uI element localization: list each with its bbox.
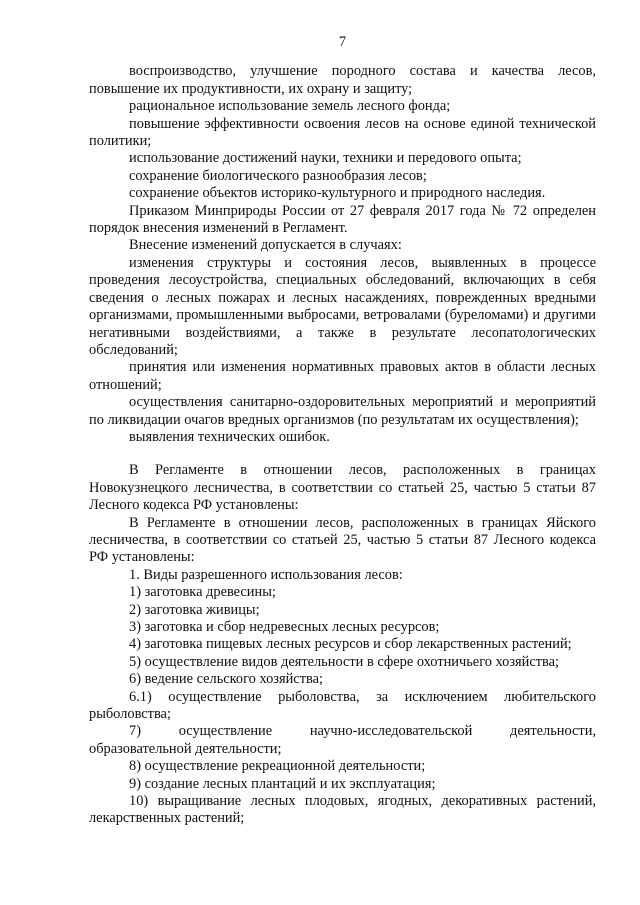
paragraph: принятия или изменения нормативных правовых актов в области лесных отношений; <box>89 359 596 393</box>
paragraph: использование достижений науки, техники и передового опыта; <box>129 150 522 167</box>
section-goals-and-amendments <box>89 63 596 446</box>
list-item: 9) создание лесных плантаций и их эксплуатация; <box>129 775 436 792</box>
list-item: 5) осуществление видов деятельности в сфере охотничьего хозяйства; <box>129 653 560 670</box>
paragraph: 1. Виды разрешенного использования лесов: <box>129 566 403 583</box>
section-permitted-uses <box>89 462 596 828</box>
list-item: 3) заготовка и сбор недревесных лесных ресурсов; <box>129 619 440 635</box>
section-gap <box>89 446 596 462</box>
paragraph: рациональное использование земель лесного фонда; <box>129 98 451 115</box>
paragraph: выявления технических ошибок. <box>129 428 330 445</box>
list-item: 6.1) осуществление рыболовства, за исключением любительского рыболовства; <box>89 688 596 723</box>
paragraph: осуществления санитарно-оздоровительных мероприятий и мероприятий по ликвидации очагов вредных организмов (по результатам их осуществления); <box>89 394 596 428</box>
paragraph: Приказом Минприроды России от 27 февраля 2017 года № 72 определен порядок внесения изменений в Регламент. <box>89 202 596 237</box>
list-item: 1) заготовка древесины; <box>129 584 276 601</box>
paragraph: Внесение изменений допускается в случаях: <box>129 237 402 254</box>
list-item: 6) ведение сельского хозяйства; <box>129 671 323 688</box>
page-number: 7 <box>338 34 347 50</box>
list-item: 4) заготовка пищевых лесных ресурсов и сбор лекарственных растений; <box>129 636 572 653</box>
paragraph: изменения структуры и состояния лесов, выявленных в процессе проведения лесоустройства, специальных обследований, включающих в себя сведения о лесных пожарах и лесных насаждениях, поврежденных вредными организмами, промышленными выбросами, ветровалами (буреломами) и другими негативными воздействиями, а также в результате лесопатологических обследований; <box>89 254 596 358</box>
paragraph: сохранение биологического разнообразия лесов; <box>129 167 427 184</box>
list-item: 10) выращивание лесных плодовых, ягодных, декоративных растений, лекарственных растений; <box>89 793 596 827</box>
list-item: 8) осуществление рекреационной деятельности; <box>129 758 426 775</box>
paragraph: воспроизводство, улучшение породного состава и качества лесов, повышение их продуктивности, их охрану и защиту; <box>89 63 596 97</box>
list-item: 2) заготовка живицы; <box>129 601 260 618</box>
paragraph: сохранение объектов историко-культурного и природного наследия. <box>129 185 546 202</box>
paragraph: В Регламенте в отношении лесов, расположенных в границах Яйского лесничества, в соответствии со статьей 25, частью 5 статьи 87 Лесного кодекса РФ установлены: <box>89 514 596 566</box>
list-item: 7) осуществление научно-исследовательской деятельности, образовательной деятельности; <box>89 723 596 757</box>
paragraph: В Регламенте в отношении лесов, расположенных в границах Новокузнецкого лесничества, в соответствии со статьей 25, частью 5 статьи 87 Лесного кодекса РФ установлены: <box>89 462 596 514</box>
paragraph: повышение эффективности освоения лесов на основе единой технической политики; <box>89 115 596 150</box>
